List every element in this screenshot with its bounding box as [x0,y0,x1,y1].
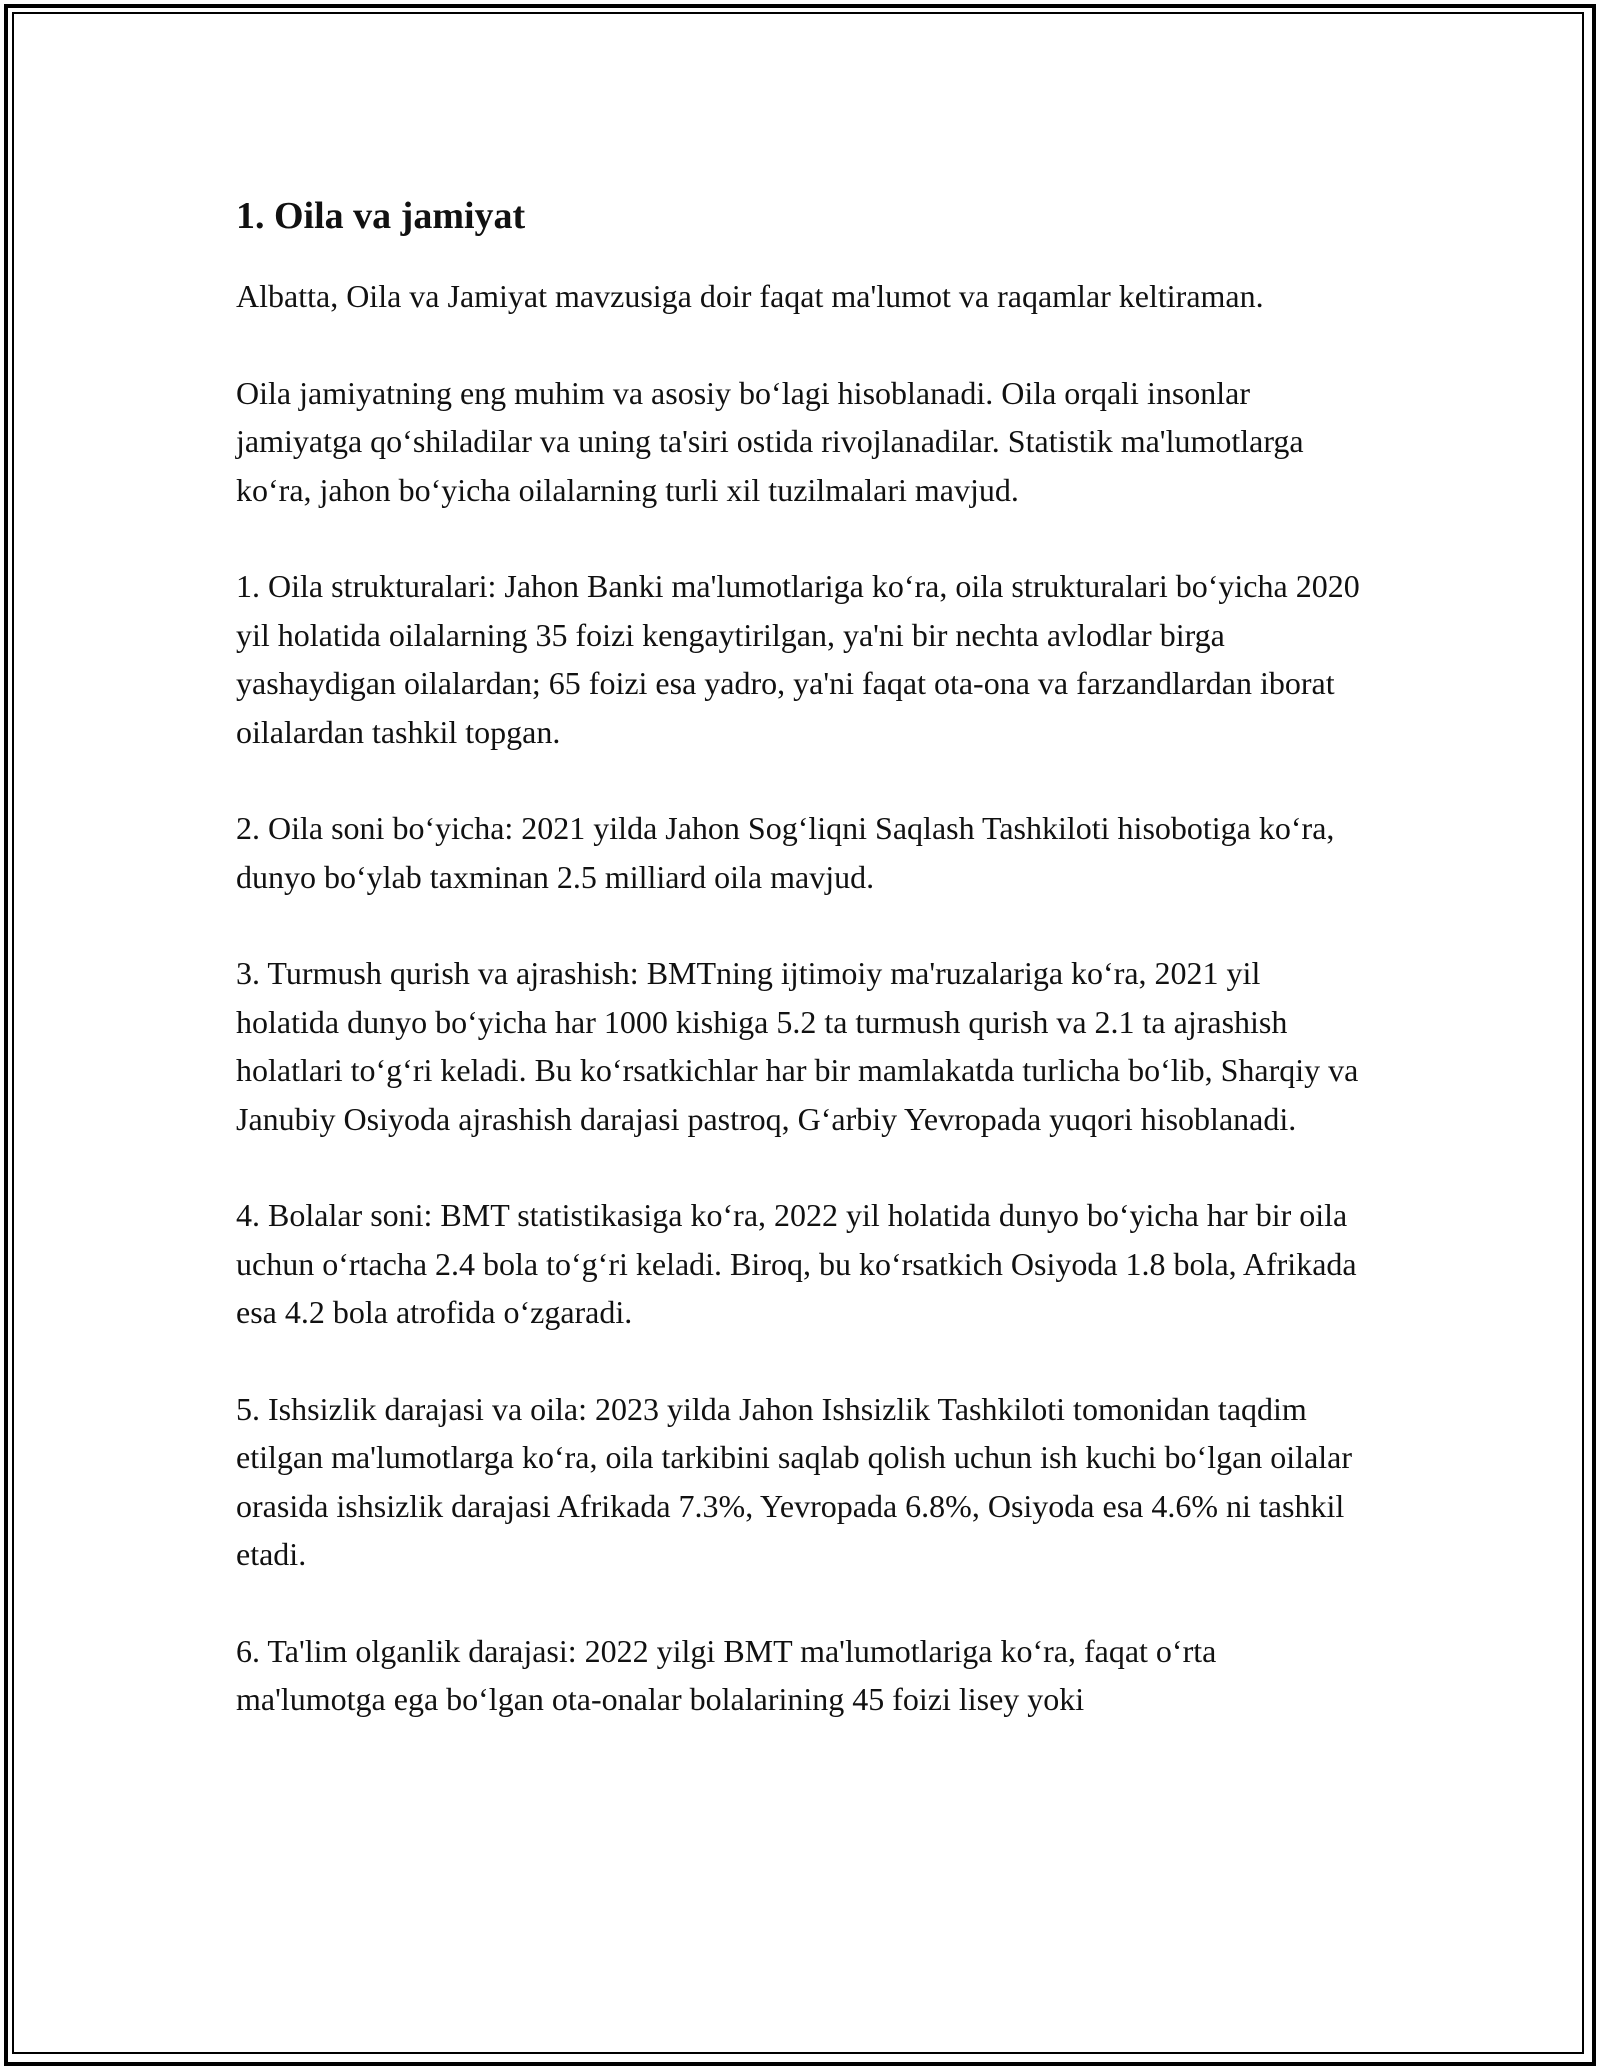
paragraph-education: 6. Ta'lim olganlik darajasi: 2022 yilgi BMT ma'lumotlariga ko‘ra, faqat o‘rta ma'lumotga ega bo‘lgan ota-onalar bolalarining 45 foizi lisey yoki [236,1632,1217,1717]
document-page [236,188,1368,1772]
paragraph-marriage-divorce: 3. Turmush qurish va ajrashish: BMTning ijtimoiy ma'ruzalariga ko‘ra, 2021 yil holatida dunyo bo‘yicha har 1000 kishiga 5.2 ta turmush qurish va 2.1 ta ajrashish holatlari to‘g‘ri keladi. Bu ko‘rsatkichlar har bir mamlakatda turlicha bo‘lib, Sharqiy va Janubiy Osiyoda ajrashish darajasi pastroq, G‘arbiy Yevropada yuqori hisoblanadi. [236,955,1359,1137]
paragraph-intro: Albatta, Oila va Jamiyat mavzusiga doir faqat ma'lumot va raqamlar keltiraman. [236,278,1264,314]
paragraph-family-structures: 1. Oila strukturalari: Jahon Banki ma'lumotlariga ko‘ra, oila strukturalari bo‘yicha 2020 yil holatida oilalarning 35 foizi kengaytirilgan, ya'ni bir nechta avlodlar birga yashaydigan oilalardan; 65 foizi esa yadro, ya'ni faqat ota-ona va farzandlardan iborat oilalardan tashkil topgan. [236,568,1360,750]
paragraph-children-count: 4. Bolalar soni: BMT statistikasiga ko‘ra, 2022 yil holatida dunyo bo‘yicha har bir oila uchun o‘rtacha 2.4 bola to‘g‘ri keladi. Biroq, bu ko‘rsatkich Osiyoda 1.8 bola, Afrikada esa 4.2 bola atrofida o‘zgaradi. [236,1197,1357,1330]
paragraph-family-count: 2. Oila soni bo‘yicha: 2021 yilda Jahon Sog‘liqni Saqlash Tashkiloti hisobotiga ko‘ra, dunyo bo‘ylab taxminan 2.5 milliard oila mavjud. [236,810,1335,895]
document-title: 1. Oila va jamiyat [236,195,526,237]
paragraph-overview: Oila jamiyatning eng muhim va asosiy bo‘lagi hisoblanadi. Oila orqali insonlar jamiyatga qo‘shiladilar va uning ta'siri ostida rivojlanadilar. Statistik ma'lumotlarga ko‘ra, jahon bo‘yicha oilalarning turli xil tuzilmalari mavjud. [236,374,1304,508]
paragraph-unemployment: 5. Ishsizlik darajasi va oila: 2023 yilda Jahon Ishsizlik Tashkiloti tomonidan taqdim etilgan ma'lumotlarga ko‘ra, oila tarkibini saqlab qolish uchun ish kuchi bo‘lgan oilalar orasida ishsizlik darajasi Afrikada 7.3%, Yevropada 6.8%, Osiyoda esa 4.6% ni tashkil etadi. [236,1390,1353,1572]
